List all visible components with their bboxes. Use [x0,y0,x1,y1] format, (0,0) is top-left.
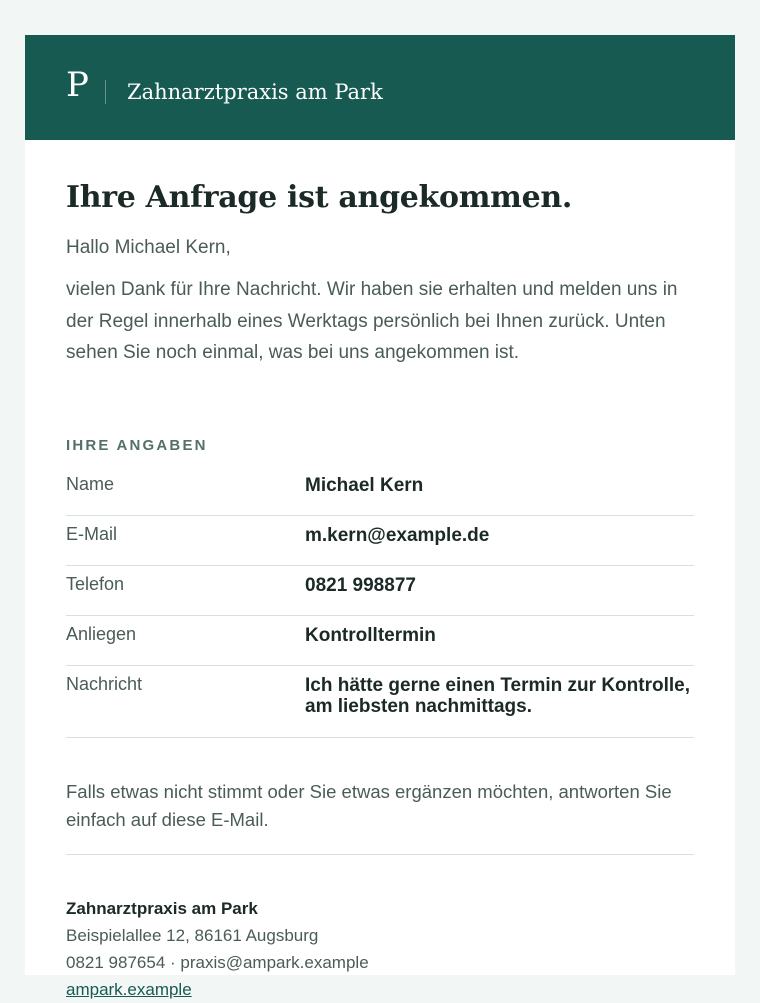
details-table [66,466,694,738]
detail-label: E-Mail [66,524,118,544]
detail-value: 0821 998877 [305,575,416,596]
email-header [25,35,735,140]
greeting: Hallo Michael Kern, [66,237,231,258]
detail-value: m.kern@example.de [305,525,490,546]
outro-text: Falls etwas nicht stimmt oder Sie etwas ergänzen möchten, antworten Sie einfach auf diese E-Mail. [66,781,672,830]
email-card [25,35,735,999]
detail-label: Telefon [66,574,125,594]
detail-label: Anliegen [66,624,137,644]
practice-logo: P [66,65,89,105]
detail-label: Nachricht [66,674,143,694]
footer-contact: 0821 987654 · praxis@ampark.example [66,953,369,972]
detail-row-name [66,466,694,516]
detail-row-concern [66,616,694,666]
footer-address: Beispielallee 12, 86161 Augsburg [66,926,319,945]
detail-row-message [66,666,694,738]
footer-practice-name: Zahnarztpraxis am Park [66,899,258,918]
header-divider [105,80,106,104]
detail-value: Michael Kern [305,475,424,496]
detail-row-phone [66,566,694,616]
footer-divider [66,854,694,855]
intro-text: vielen Dank für Ihre Nachricht. Wir haben sie erhalten und melden uns in der Regel innerhalb eines Werktags persönlich bei Ihnen zurück. Unten sehen Sie noch einmal, was bei uns angekommen ist. [66,279,678,363]
detail-value: Ich hätte gerne einen Termin zur Kontrolle, am liebsten nachmittags. [305,675,690,717]
detail-value: Kontrolltermin [305,625,436,646]
practice-name: Zahnarztpraxis am Park [127,80,383,104]
website-link[interactable]: ampark.example [66,980,192,999]
email-footer [66,895,369,1003]
detail-label: Name [66,474,115,494]
page-title: Ihre Anfrage ist angekommen. [66,180,573,215]
section-label: IHRE ANGABEN [66,437,208,454]
detail-row-email [66,516,694,566]
